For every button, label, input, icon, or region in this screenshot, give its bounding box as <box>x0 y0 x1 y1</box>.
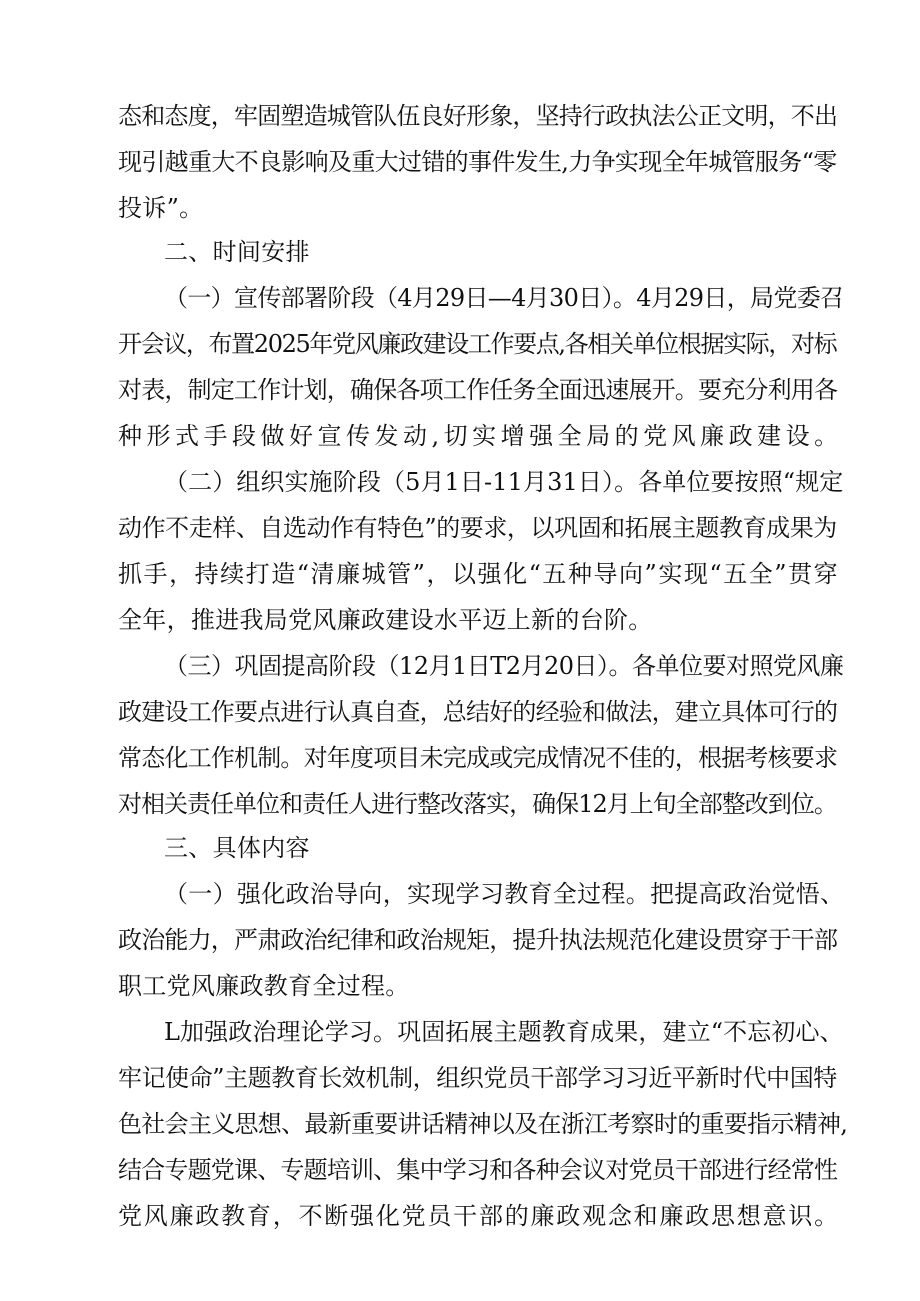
schedule-para-3-line-3: 常态化工作机制。对年度项目未完成或完成情况不佳的，根据考核要求 <box>118 744 838 772</box>
schedule-para-3-line-1: （三）巩固提高阶段（12月1日T2月20日）。各单位要对照党风廉 <box>164 652 844 680</box>
intro-line-3: 投诉”。 <box>118 194 204 222</box>
content-para-2-line-5: 党风廉政教育，不断强化党员干部的廉政观念和廉政思想意识。 <box>118 1202 840 1230</box>
content-para-1-line-1: （一）强化政治导向，实现学习教育全过程。把提高政治觉悟、 <box>164 880 845 908</box>
section-heading-time-schedule: 二、时间安排 <box>164 238 310 266</box>
content-para-2-line-1: L加强政治理论学习。巩固拓展主题教育成果，建立“不忘初心、 <box>164 1018 844 1046</box>
schedule-para-1-line-3: 对表，制定工作计划，确保各项工作任务全面迅速展开。要充分利用各 <box>118 376 838 404</box>
schedule-para-1-line-2: 开会议，布置2025年党风廉政建设工作要点,各相关单位根据实际，对标 <box>118 330 837 358</box>
schedule-para-2-line-4: 全年，推进我局党风廉政建设水平迈上新的台阶。 <box>118 606 653 634</box>
content-para-2-line-2: 牢记使命”主题教育长效机制，组织党员干部学习习近平新时代中国特 <box>118 1064 837 1092</box>
schedule-para-2-line-2: 动作不走样、自选动作有特色”的要求，以巩固和拓展主题教育成果为 <box>118 514 837 542</box>
schedule-para-3-line-2: 政建设工作要点进行认真自查，总结好的经验和做法，建立具体可行的 <box>118 698 838 726</box>
intro-line-1: 态和态度，牢固塑造城管队伍良好形象，坚持行政执法公正文明，不出 <box>118 102 838 130</box>
schedule-para-2-line-1: （二）组织实施阶段（5月1日-11月31日）。各单位要按照“规定 <box>164 468 844 496</box>
schedule-para-1-line-1: （一）宣传部署阶段（4月29日—4月30日）。4月29日，局党委召 <box>164 284 844 312</box>
content-para-1-line-2: 政治能力，严肃政治纪律和政治规矩，提升执法规范化建设贯穿于干部 <box>118 926 838 954</box>
schedule-para-3-line-4: 对相关责任单位和责任人进行整改落实，确保12月上旬全部整改到位。 <box>118 790 837 818</box>
content-para-2-line-3: 色社会主义思想、最新重要讲话精神以及在浙江考察时的重要指示精神, <box>118 1110 848 1138</box>
section-heading-specific-content: 三、具体内容 <box>164 834 310 862</box>
intro-line-2: 现引越重大不良影响及重大过错的事件发生,力争实现全年城管服务“零 <box>118 148 837 176</box>
content-para-2-line-4: 结合专题党课、专题培训、集中学习和各种会议对党员干部进行经常性 <box>118 1156 838 1184</box>
content-para-1-line-3: 职工党风廉政教育全过程。 <box>118 972 410 1000</box>
schedule-para-1-line-4: 种形式手段做好宣传发动,切实增强全局的党风廉政建设。 <box>118 422 843 450</box>
schedule-para-2-line-3: 抓手，持续打造“清廉城管”，以强化“五种导向”实现“五全”贯穿 <box>118 560 840 588</box>
